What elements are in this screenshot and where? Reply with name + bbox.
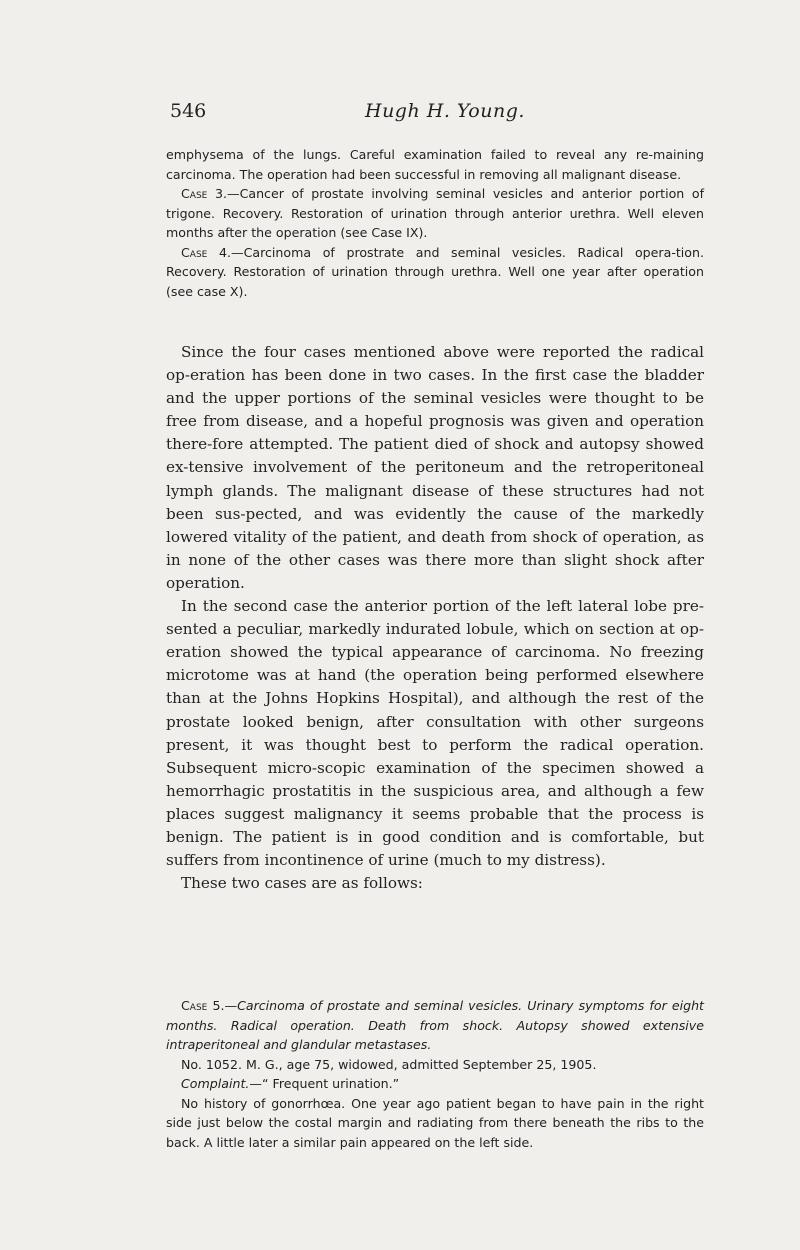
body-paragraph-3: These two cases are as follows:: [181, 874, 423, 893]
case-5-admission: No. 1052. M. G., age 75, widowed, admitted September 25, 1905.: [181, 1056, 597, 1072]
running-title: Hugh H. Young.: [365, 100, 525, 122]
case-3-paragraph: [166, 184, 704, 243]
case-4-text: —Carcinoma of prostrate and seminal vesicles. Radical opera-tion. Recovery. Restoration of urination through urethra. Well one year after operation (see case X).: [166, 244, 704, 299]
main-text: [166, 341, 704, 895]
case-3-text: —Cancer of prostate involving seminal vesicles and anterior portion of trigone. Recovery. Restoration of urination through anterior urethra. Well eleven months after the operation (see Case IX).: [166, 186, 705, 240]
case-5-block: [166, 996, 704, 1152]
continuation-paragraph: emphysema of the lungs. Careful examination failed to reveal any re-maining carcinoma. The operation had been successful in removing all malignant disease.: [166, 147, 704, 182]
case-5-summary: —Carcinoma of prostate and seminal vesicles. Urinary symptoms for eight months. Radical operation. Death from shock. Autopsy showed extensive intraperitoneal and glandular metastases.: [166, 998, 704, 1052]
case-5-history: No history of gonorrhœa. One year ago patient began to have pain in the right side just below the costal margin and radiating from there beneath the ribs to the back. A little later a similar pain appeared on the left side.: [166, 1095, 704, 1150]
case-4-label: Case 4.: [181, 244, 231, 260]
body-paragraph-2: In the second case the anterior portion of the left lateral lobe pre-sented a peculiar, markedly indurated lobule, which on section at op-eration showed the typical appearance of carcinoma. No freezing microtome was at hand (the operation being performed elsewhere than at the Johns Hopkins Hospital), and although the rest of the prostate looked benign, after consultation with other surgeons present, it was thought best to perform the radical operation. Subsequent micro-scopic examination of the specimen showed a hemorrhagic prostatitis in the suspicious area, and although a few places suggest malignancy it seems probable that the process is benign. The patient is in good condition and is comfortable, but suffers from incontinence of urine (much to my distress).: [166, 597, 704, 870]
case-3-label: Case 3.: [181, 186, 227, 201]
body-paragraph-1: Since the four cases mentioned above were reported the radical op-eration has been done in two cases. In the first case the bladder and the upper portions of the seminal vesicles were thought to be free from disease, and a hopeful prognosis was given and operation there-fore attempted. The patient died of shock and autopsy showed ex-tensive involvement of the peritoneum and the retroperitoneal lymph glands. The malignant disease of these structures had not been sus-pected, and was evidently the cause of the markedly lowered vitality of the patient, and death from shock of operation, as in none of the other cases was there more than slight shock after operation.: [166, 343, 704, 592]
case-4-paragraph: [166, 243, 704, 302]
case-5-label: Case 5.: [181, 998, 225, 1013]
case-5-heading: [166, 996, 704, 1055]
case-summaries: [166, 145, 704, 301]
complaint-text: —“ Frequent urination.”: [249, 1076, 400, 1091]
page-number: 546: [170, 100, 207, 122]
complaint-label: Complaint.: [181, 1076, 250, 1091]
case-5-complaint: [166, 1074, 704, 1094]
running-head: [170, 100, 700, 130]
